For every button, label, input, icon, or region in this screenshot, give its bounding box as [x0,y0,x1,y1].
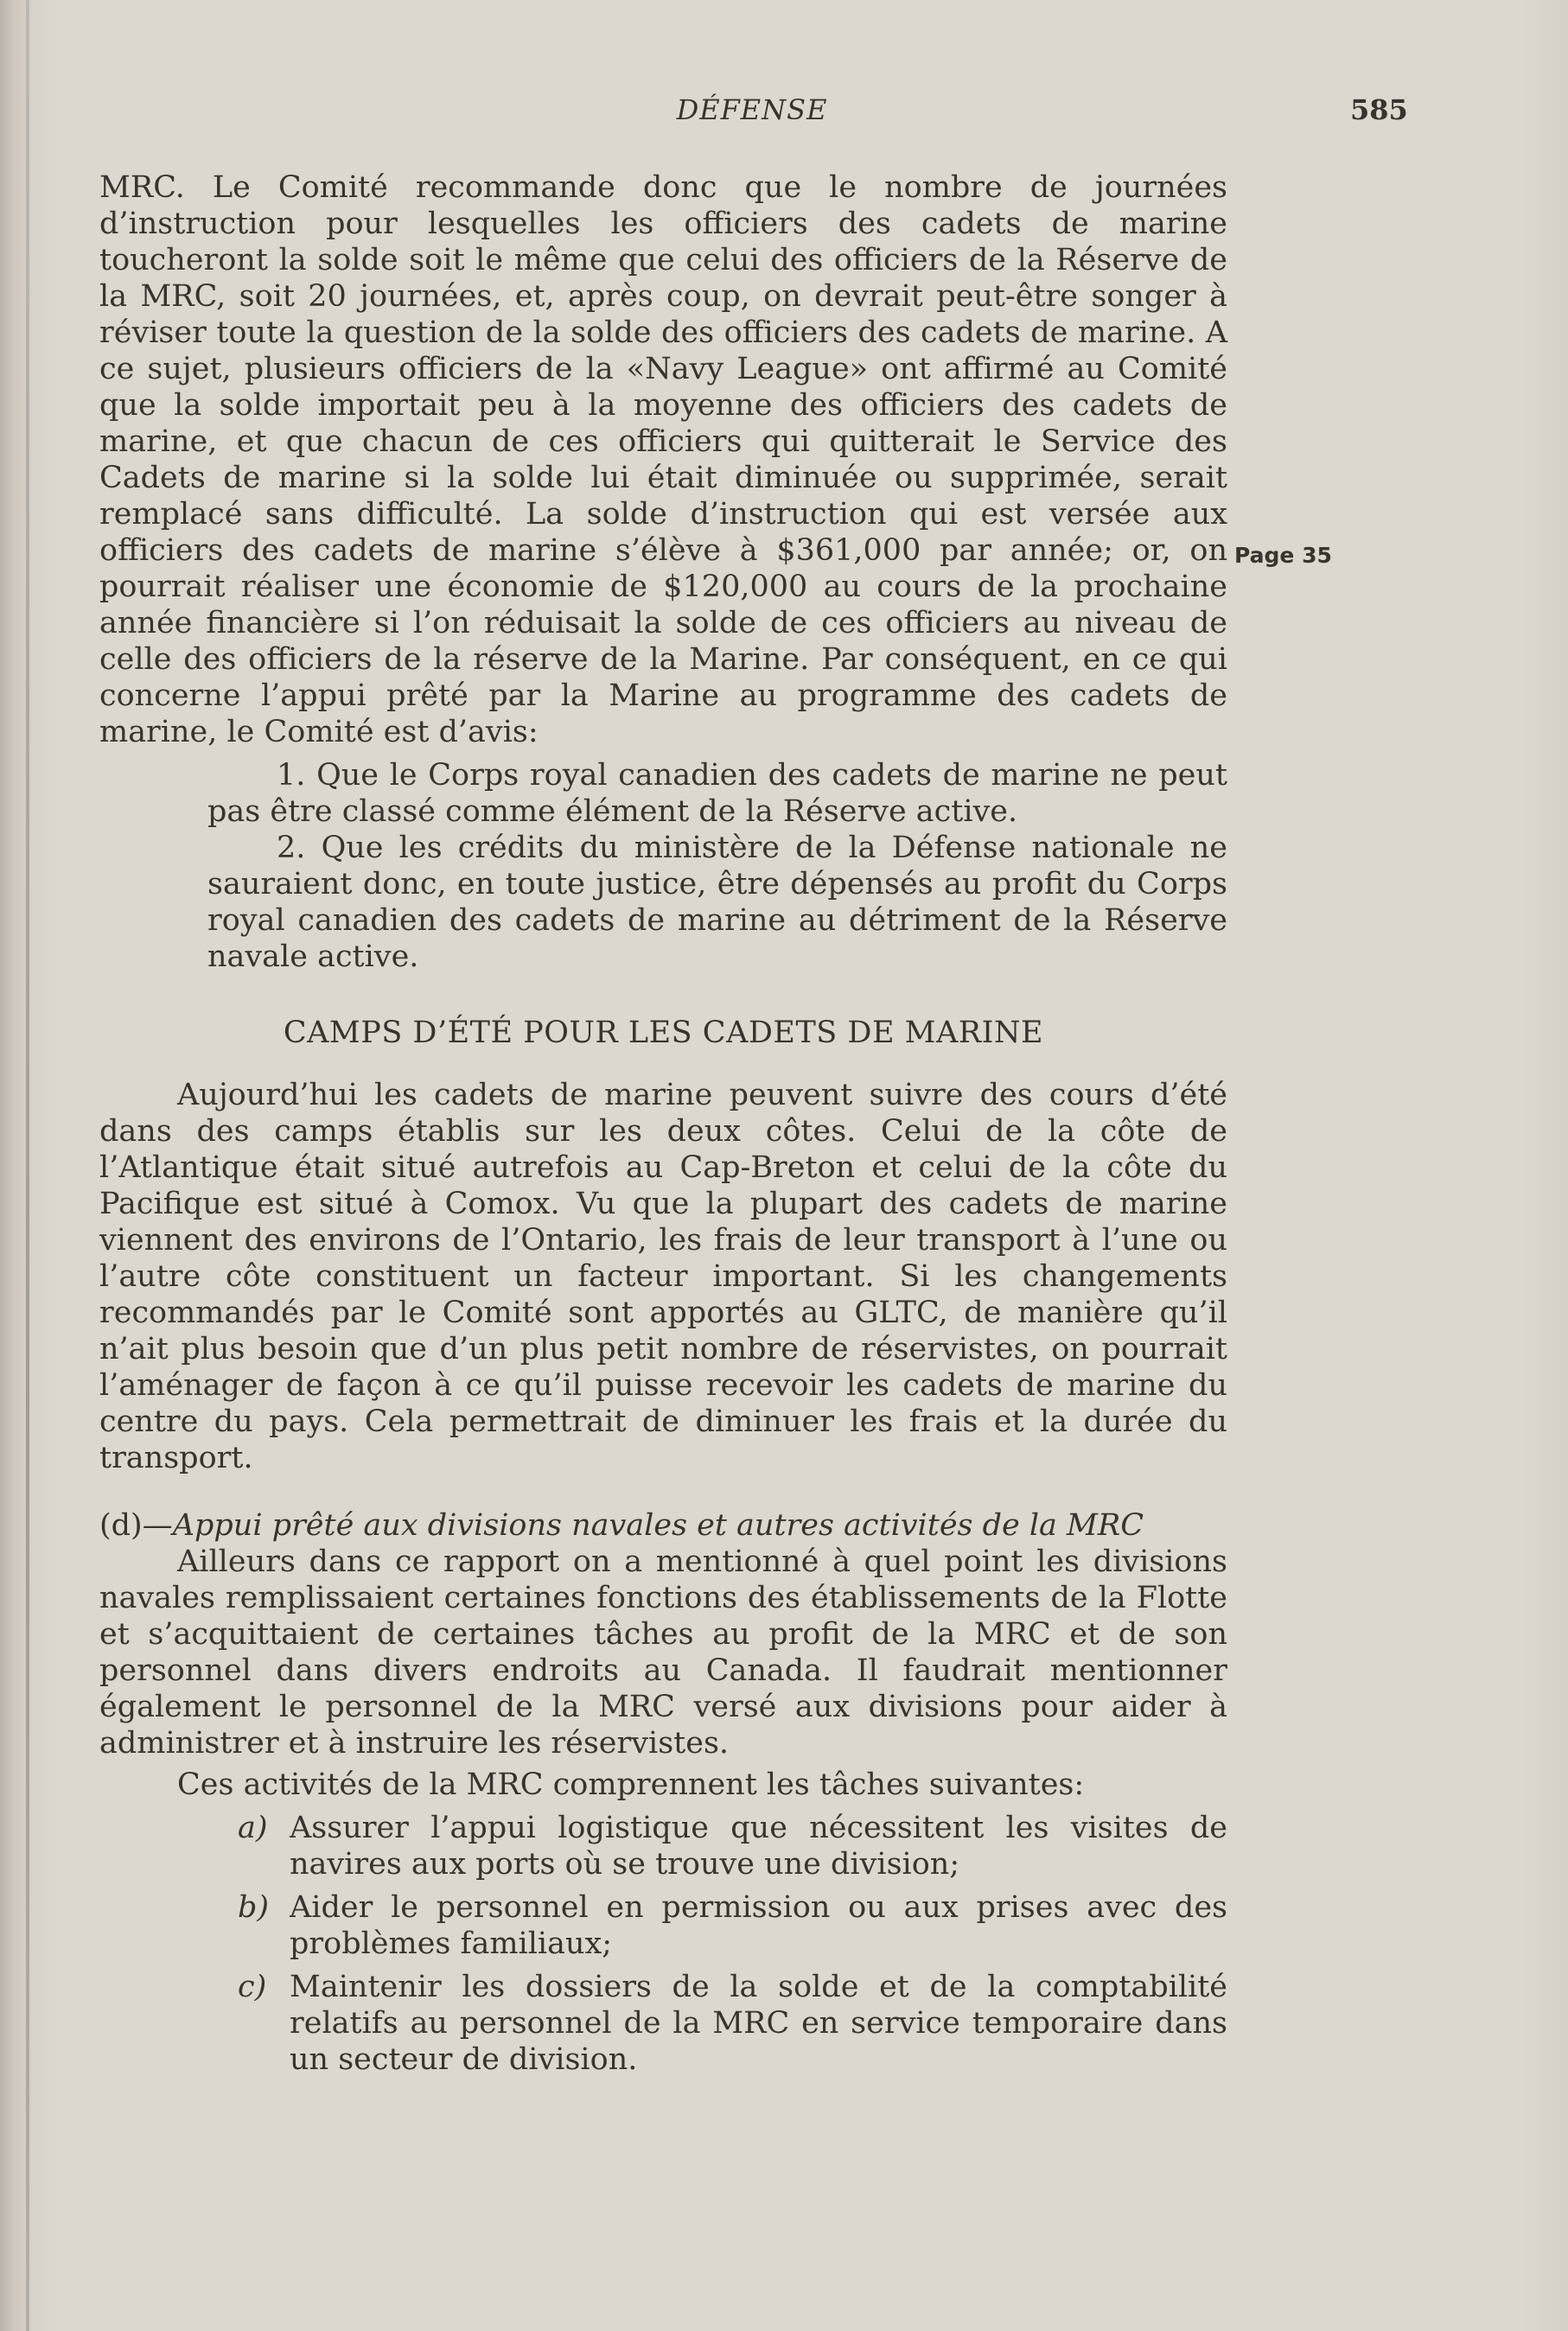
list-item-b [238,1889,1227,1962]
running-header: DÉFENSE [676,93,828,126]
subsection-heading [99,1507,1227,1544]
binding-gutter [26,0,29,2331]
numbered-item-1: 1. Que le Corps royal canadien des cadets de marine ne peut pas être classé comme élément de la Réserve active. [207,758,1227,829]
list-item-c [238,1969,1227,2078]
subsection-label: (d) [99,1508,143,1543]
list-text: Aider le personnel en permission ou aux prises avec des problèmes familiaux; [290,1890,1227,1961]
list-letter: b) [238,1890,270,1925]
margin-page-reference: Page 35 [1234,543,1332,568]
list-text: Maintenir les dossiers de la solde et de la comptabilité relatifs au personnel de la MRC en service temporaire dans un secteur de division. [290,1970,1227,2077]
list-item-a [238,1810,1227,1882]
subsection-title: —Appui prêté aux divisions navales et autres activités de la MRC [142,1508,1144,1543]
paragraph-activities: Ces activités de la MRC comprennent les tâches suivantes: [177,1767,1085,1802]
numbered-item-2: 2. Que les crédits du ministère de la Défense nationale ne sauraient donc, en toute justice, être dépensés au profit du Corps royal canadien des cadets de marine au détriment de la Réserve navale active. [207,831,1227,974]
page-number: 585 [1350,93,1408,126]
paragraph-divisions: Ailleurs dans ce rapport on a mentionné à quel point les divisions navales remplissaient certaines fonctions des établissements de la Flotte et s’acquittaient de certaines tâches au profit de la MRC et de son personnel dans divers endroits au Canada. Il faudrait mentionner également le personnel de la MRC versé aux divisions pour aider à administrer et à instruire les réservistes. [99,1544,1227,1761]
list-letter: a) [238,1811,268,1845]
paragraph-summer-camps: Aujourd’hui les cadets de marine peuvent suivre des cours d’été dans des camps établis sur les deux côtes. Celui de la côte de l’Atlantique était situé autrefois au Cap-Breton et celui de la côte du Pacifique est situé à Comox. Vu que la plupart des cadets de marine viennent des environs de l’Ontario, les frais de leur transport à l’une ou l’autre côte constituent un facteur important. Si les changements recommandés par le Comité sont apportés au GLTC, de manière qu’il n’ait plus besoin que d’un plus petit nombre de réservistes, on pourrait l’aménager de façon à ce qu’il puisse recevoir les cadets de marine du centre du pays. Cela permettrait de diminuer les frais et la durée du transport. [99,1078,1227,1475]
body-text [99,169,1227,2078]
list-letter: c) [238,1970,267,2004]
paragraph-continued: MRC. Le Comité recommande donc que le nombre de journées d’instruction pour lesquelles les officiers des cadets de marine toucheront la solde soit le même que celui des officiers de la Réserve de la MRC, soit 20 journées, et, après coup, on devrait peut-être songer à réviser toute la question de la solde des officiers des cadets de marine. A ce sujet, plusieurs officiers de la «Navy League» ont affirmé au Comité que la solde importait peu à la moyenne des officiers des cadets de marine, et que chacun de ces officiers qui quitterait le Service des Cadets de marine si la solde lui était diminuée ou supprimée, serait remplacé sans difficulté. La solde d’instruction qui est versée aux officiers des cadets de marine s’élève à $361,000 par année; or, on pourrait réaliser une économie de $120,000 au cours de la prochaine année financière si l’on réduisait la solde de ces officiers au niveau de celle des officiers de la réserve de la Marine. Par conséquent, en ce qui concerne l’appui prêté par la Marine au programme des cadets de marine, le Comité est d’avis: [99,170,1227,749]
section-heading: CAMPS D’ÉTÉ POUR LES CADETS DE MARINE [283,1016,1044,1050]
list-text: Assurer l’appui logistique que nécessitent les visites de navires aux ports où se trouve une division; [290,1811,1227,1882]
